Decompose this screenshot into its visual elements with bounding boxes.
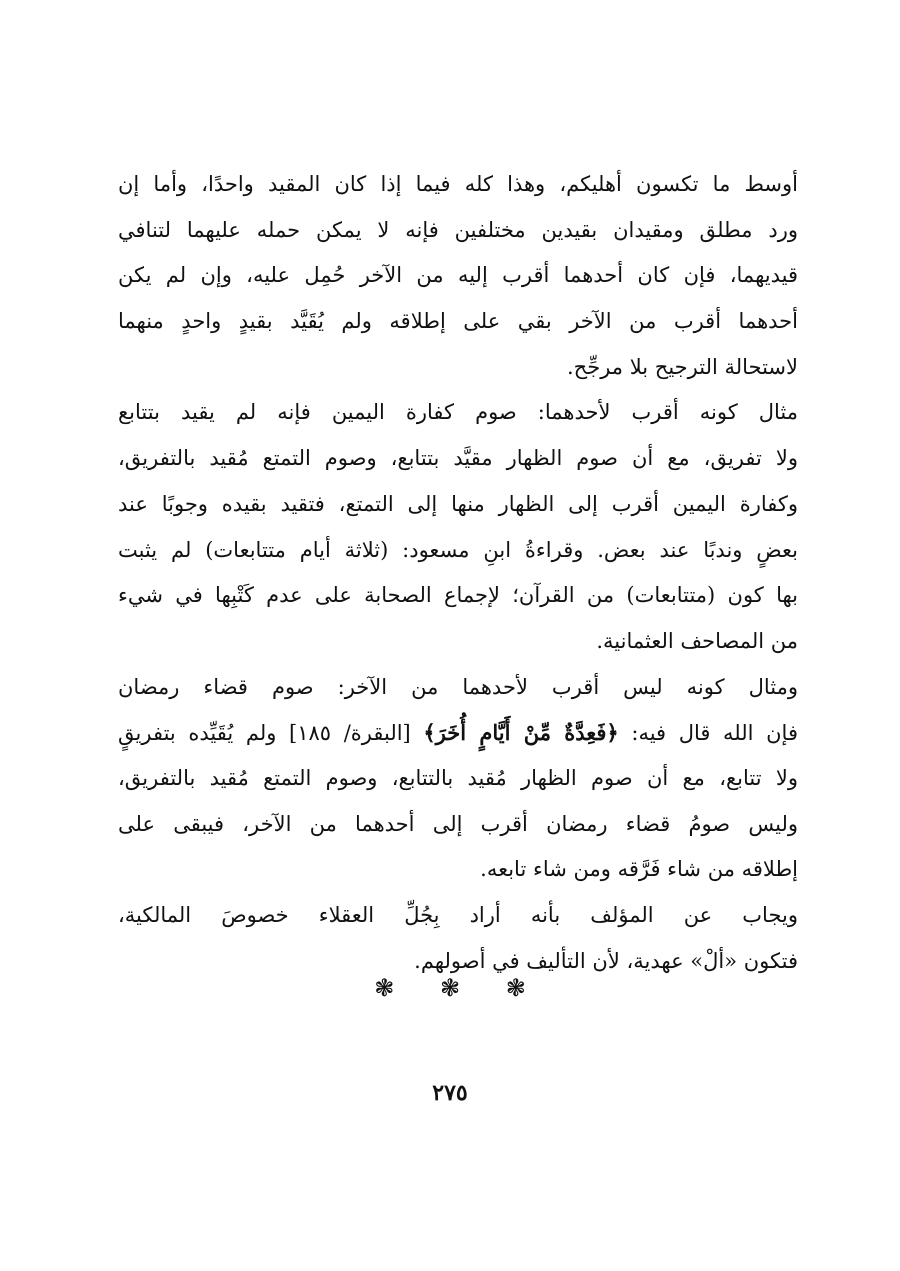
page-number: ٢٧٥ (432, 1080, 468, 1106)
text-line: ولا تتابع، مع أن صوم الظهار مُقيد بالتتابع، وصوم التمتع مُقيد بالتفريق، (118, 765, 798, 790)
text-line-with-verse (118, 710, 798, 756)
text-line: ومثال كونه ليس أقرب لأحدهما من الآخر: صوم قضاء رمضان (118, 674, 798, 699)
verse-citation: [البقرة/ ١٨٥] (289, 721, 424, 746)
body-text (118, 162, 798, 984)
text-line: بها كون (متتابعات) من القرآن؛ لإجماع الصحابة على عدم كَتْبِها في شيء (118, 583, 798, 608)
text-line: بعضٍ وندبًا عند بعض. وقراءةُ ابنِ مسعود: (ثلاثة أيام متتابعات) لم يثبت (118, 537, 798, 562)
text-line: وكفارة اليمين أقرب إلى الظهار منها إلى التمتع، فتقيد بقيده وجوبًا عند (118, 491, 798, 516)
quran-verse: ﴿فَعِدَّةٌ مِّنْ أَيَّامٍ أُخَرَ﴾ (423, 720, 619, 746)
text-line: قيديهما، فإن كان أحدهما أقرب إليه من الآخر حُمِل عليه، وإن لم يكن (118, 263, 798, 288)
star-ornament-icon: ❃ (505, 974, 526, 1002)
star-ornament-icon: ❃ (374, 974, 395, 1002)
text-line: ورد مطلق ومقيدان بقيدين مختلفين فإنه لا يمكن حمله عليهما لتنافي (118, 217, 798, 242)
text-line: من المصاحف العثمانية. (596, 628, 798, 653)
text-line: ولا تفريق، مع أن صوم الظهار مقيَّد بتتابع، وصوم التمتع مُقيد بالتفريق، (118, 446, 798, 471)
text-segment: ولم يُقَيِّده بتفريقٍ (118, 721, 290, 746)
text-line: ويجاب عن المؤلف بأنه أراد بِجُلِّ العقلاء خصوصَ المالكية، (118, 903, 798, 927)
text-line: فتكون «ألْ» عهدية، لأن التأليف في أصولهم. (414, 948, 798, 973)
text-line: مثال كونه أقرب لأحدهما: صوم كفارة اليمين فإنه لم يقيد بتتابع (118, 400, 798, 425)
text-segment: فإن الله قال فيه: (618, 721, 798, 746)
section-separator (0, 968, 900, 1008)
star-ornament-icon: ❃ (439, 974, 461, 1002)
text-line: أحدهما أقرب من الآخر بقي على إطلاقه ولم يُقَيَّد بقيدٍ واحدٍ منهما (118, 309, 798, 334)
text-line: أوسط ما تكسون أهليكم، وهذا كله فيما إذا كان المقيد واحدًا، وأما إن (118, 172, 798, 196)
text-line: إطلاقه من شاء فَرَّقه ومن شاء تابعه. (480, 857, 798, 882)
text-line: لاستحالة الترجيح بلا مرجِّح. (567, 354, 798, 379)
text-line: وليس صومُ قضاء رمضان أقرب إلى أحدهما من الآخر، فيبقى على (118, 811, 798, 836)
